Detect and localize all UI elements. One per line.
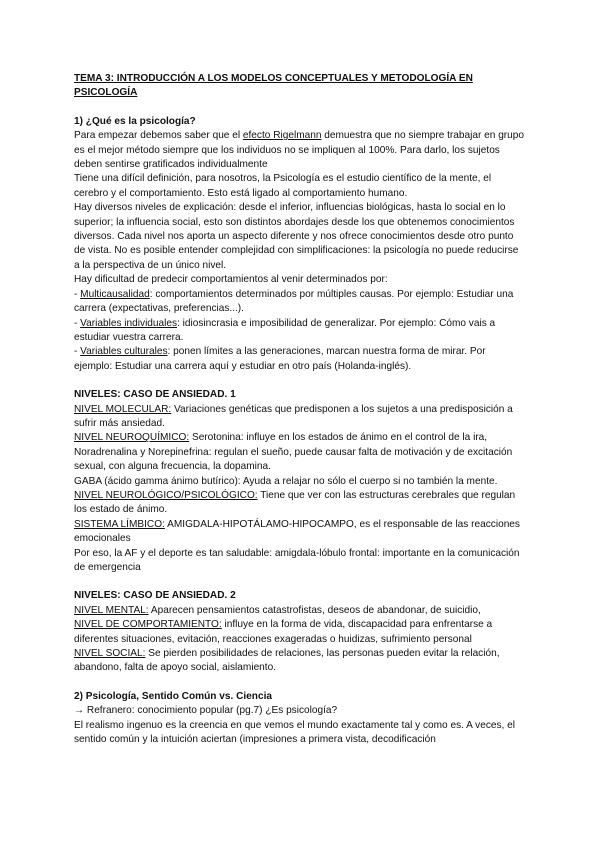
nivel-social	[74, 647, 526, 676]
text: AMIGDALA-HIPOTÁLAMO-HIPOCAMPO, es el responsable de las reacciones emocionales	[74, 518, 520, 545]
paragraph-af-deporte: Por eso, la AF y el deporte es tan saludable: amigdala-lóbulo frontal: importante en la comunicación de emergencia	[74, 547, 520, 573]
text: Se pierden posibilidades de relaciones, las personas pueden evitar la relación, abandono, falta de apoyo social, aislamiento.	[74, 648, 500, 674]
term-variables-culturales: Variables culturales	[80, 346, 168, 358]
nivel-comportamiento	[74, 618, 526, 647]
text: Serotonina: influye en los estados de ánimo en el control de la ira, Noradrenalina y Norepinefrina: regulan el sueño, puede causar falta de motivación y de excitación sexual, con alguna frecuencia, la dopamina.	[74, 432, 513, 473]
bullet-dash: -	[74, 317, 81, 329]
spacer	[74, 676, 526, 690]
term-sistema-limbico: SISTEMA LÍMBICO:	[74, 518, 165, 530]
bullet-dash: -	[74, 346, 81, 358]
document-title: TEMA 3: INTRODUCCIÓN A LOS MODELOS CONCEPTUALES Y METODOLOGÍA EN PSICOLOGÍA	[74, 73, 473, 99]
term-nivel-neurologico: NIVEL NEUROLÓGICO/PSICOLÓGICO:	[74, 489, 258, 501]
section-heading-ansiedad-1: NIVELES: CASO DE ANSIEDAD. 1	[74, 389, 236, 401]
term-nivel-comportamiento: NIVEL DE COMPORTAMIENTO:	[74, 619, 222, 631]
nivel-neuroquimico	[74, 431, 526, 474]
paragraph-definicion: Tiene una difícil definición, para nosotros, la Psicología es el estudio científico de la mente, el cerebro y el comportamiento. Esto está ligado al comportamiento humano.	[74, 173, 492, 199]
bullet-variables-culturales	[74, 345, 526, 374]
text: Para empezar debemos saber que el	[74, 130, 243, 142]
spacer	[74, 575, 526, 589]
term-multicausalidad: Multicausalidad	[80, 288, 150, 300]
term-nivel-molecular: NIVEL MOLECULAR:	[74, 403, 172, 415]
text: demuestra que no siempre trabajar en grupo es el mejor método siempre que los individuos no se impliquen al 100%. Para darlo, los sujetos deben sentirse gratificados individualmente	[74, 130, 525, 171]
paragraph-refranero: → Refranero: conocimiento popular (pg.7) ¿Es psicología?	[74, 705, 338, 717]
nivel-neurologico	[74, 489, 526, 518]
text: Aparecen pensamientos catastrofistas, deseos de abandonar, de suicidio,	[148, 604, 481, 616]
text: : ponen límites a las generaciones, marcan nuestra forma de mirar. Por ejemplo: Estudiar una carrera aquí y estudiar en otro país (Holanda-inglés).	[74, 346, 486, 372]
section-heading-sentido-comun: 2) Psicología, Sentido Común vs. Ciencia	[74, 690, 272, 702]
text: Tiene que ver con las estructuras cerebrales que regulan los estado de ánimo.	[74, 489, 516, 516]
nivel-mental	[74, 604, 526, 618]
term-efecto-rigelmann: efecto Rigelmann	[242, 130, 322, 142]
text: : idiosincrasia e imposibilidad de generalizar. Por ejemplo: Cómo vais a estudiar vuestra carrera.	[74, 317, 496, 343]
bullet-dash: -	[74, 288, 81, 300]
bullet-variables-individuales	[74, 317, 526, 346]
sistema-limbico	[74, 518, 526, 547]
term-nivel-neuroquimico: NIVEL NEUROQUÍMICO:	[74, 432, 190, 444]
text: Variaciones genéticas que predisponen a los sujetos a una predisposición a sufrir más ansiedad.	[74, 403, 513, 429]
section-heading-que-es: 1) ¿Qué es la psicología?	[74, 115, 196, 127]
text: : comportamientos determinados por múltiples causas. Por ejemplo: Estudiar una carrera (expectativas, preferencias...).	[74, 288, 514, 315]
bullet-multicausalidad	[74, 288, 526, 317]
document-page	[74, 72, 526, 747]
term-variables-individuales: Variables individuales	[80, 317, 178, 329]
paragraph-gaba: GABA (ácido gamma ánimo butírico): Ayuda a relajar no sólo el cuerpo si no también la mente.	[74, 475, 498, 487]
spacer	[74, 374, 526, 388]
section-heading-ansiedad-2: NIVELES: CASO DE ANSIEDAD. 2	[74, 590, 236, 602]
paragraph-niveles: Hay diversos niveles de explicación: desde el inferior, influencias biológicas, hasta lo social en lo superior; la influencia social, esto son distintos abordajes desde los que obtenemos conocimientos diversos. Cada nivel nos aporta un aspecto diferente y nos ofrece conocimientos desde otro punto de vista. No es posible entender complejidad con simplificaciones: la psicología no puede reducirse a la perspectiva de un único nivel.	[74, 202, 519, 271]
term-nivel-mental: NIVEL MENTAL:	[74, 604, 149, 616]
paragraph-dificultad: Hay dificultad de predecir comportamientos al venir determinados por:	[74, 274, 388, 286]
paragraph-rigelmann	[74, 129, 526, 172]
text: influye en la forma de vida, discapacidad para enfrentarse a diferentes situaciones, evitación, reacciones exageradas o huidizas, sufrimiento personal	[74, 619, 493, 645]
paragraph-realismo-ingenuo: El realismo ingenuo es la creencia en que vemos el mundo exactamente tal y como es. A veces, el sentido común y la intuición aciertan (impresiones a primera vista, decodificación	[74, 719, 515, 746]
nivel-molecular	[74, 403, 526, 432]
term-nivel-social: NIVEL SOCIAL:	[74, 648, 146, 660]
